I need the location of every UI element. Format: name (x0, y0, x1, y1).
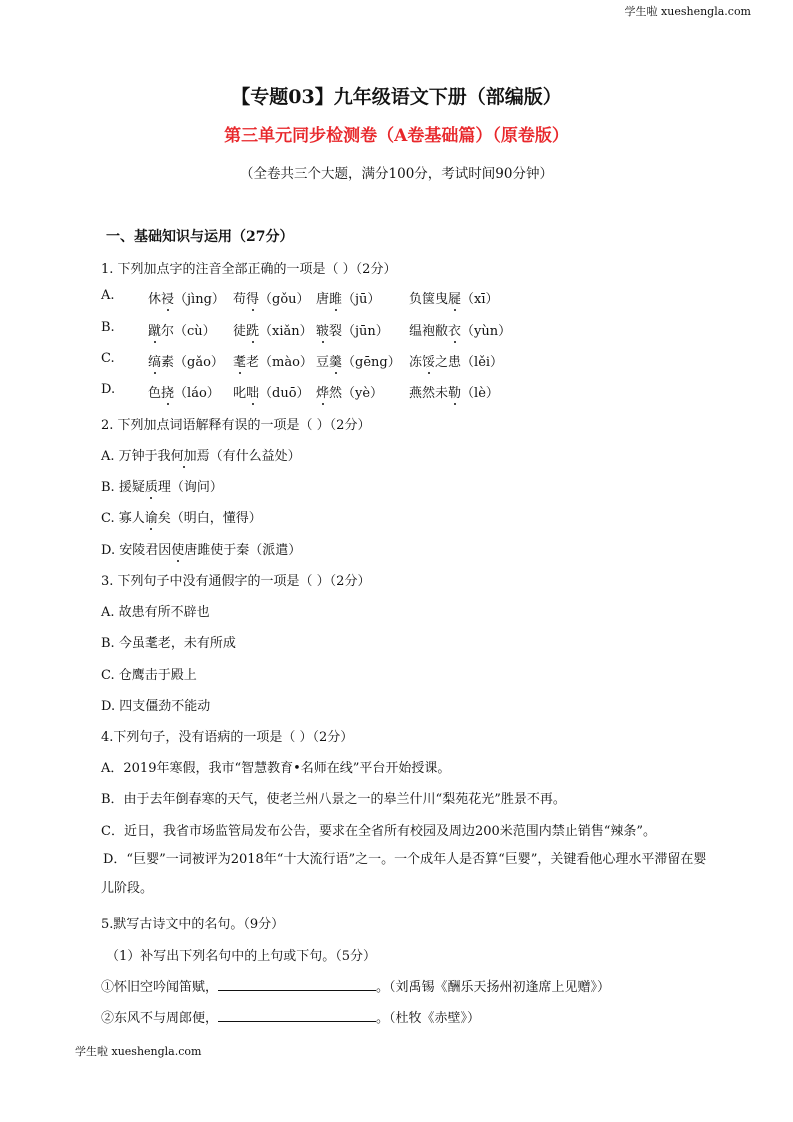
option-text: 理（询问） (157, 480, 223, 495)
item-text: 老（mào） (246, 355, 313, 370)
item-text: 徒 (233, 324, 247, 339)
question-2-stem: 2. 下列加点词语解释有误的一项是（ ）（2分） (101, 418, 371, 433)
question-1-option-item (316, 320, 389, 339)
question-1-option-item (409, 320, 511, 339)
item-text: （duō） (259, 386, 310, 401)
question-1-option-letter: C. (101, 351, 115, 366)
watermark-bottom: 学生啦 xueshengla.com (75, 1045, 202, 1058)
option-text: A. 万钟于我 (101, 449, 171, 464)
option-text: 矣（明白，懂得） (157, 511, 262, 526)
dotted-character: 衣 (448, 320, 461, 339)
answer-blank-1[interactable] (218, 990, 376, 991)
question-2-option (101, 539, 301, 558)
question-5-subpart: （1）补写出下列名句中的上句或下句。（5分） (106, 949, 377, 964)
item-text: （xī） (461, 292, 499, 307)
question-1-option-item (316, 288, 380, 307)
question-1-option-item (233, 382, 310, 401)
option-text: C. 寡人 (101, 511, 145, 526)
question-1-option-item (409, 382, 499, 401)
item-text: 缊袍敝 (409, 324, 449, 339)
fill-line-2-prefix: ②东风不与周郎便， (101, 1011, 219, 1026)
question-4-stem: 4.下列句子，没有语病的一项是（ ）（2分） (101, 730, 354, 745)
question-5-stem: 5.默写古诗文中的名句。（9分） (101, 917, 285, 932)
option-text: D. 安陵君因 (101, 543, 172, 558)
fill-line-1-suffix: 。（刘禹锡《酬乐天扬州初逢席上见赠》） (376, 980, 611, 995)
fill-line-1-prefix: ①怀旧空吟闻笛赋， (101, 980, 219, 995)
question-4-option-b: B．由于去年倒春寒的天气，使老兰州八景之一的皋兰什川“梨苑花光”胜景不再。 (101, 792, 566, 807)
item-text: （gǒu） (259, 292, 310, 307)
item-text: 尔（cù） (161, 324, 216, 339)
item-text: 然（yè） (329, 386, 384, 401)
dotted-character: 屣 (448, 288, 461, 307)
fill-line-2-suffix: 。（杜牧《赤壁》） (376, 1011, 481, 1026)
question-1-option-item (148, 382, 220, 401)
exam-note: （全卷共三个大题，满分100分，考试时间90分钟） (240, 166, 553, 182)
question-4-option-a: A．2019年寒假，我市“智慧教育•名师在线”平台开始授课。 (101, 761, 451, 776)
question-1-option-letter: B. (101, 320, 115, 335)
dotted-character: 羹 (329, 351, 342, 370)
dotted-character: 蹴 (148, 320, 161, 339)
dotted-character: 雎 (329, 288, 342, 307)
dotted-character: 得 (246, 288, 259, 307)
item-text: 之患（lěi） (435, 355, 504, 370)
question-1-option-item (148, 288, 225, 307)
item-text: 裂（jūn） (329, 324, 389, 339)
dotted-character: 馁 (422, 351, 435, 370)
page-subtitle: 第三单元同步检测卷（A卷基础篇）（原卷版） (224, 126, 569, 146)
watermark-top: 学生啦 xueshengla.com (624, 5, 751, 18)
question-1-option-item (233, 288, 310, 307)
page-title: 【专题03】九年级语文下册（部编版） (231, 86, 562, 108)
item-text: 苟 (233, 292, 247, 307)
question-3-option-b: B. 今虽耄老，未有所成 (101, 636, 236, 651)
item-text: 唐 (316, 292, 330, 307)
item-text: 色 (148, 386, 162, 401)
question-2-option (101, 476, 223, 495)
item-text: 素（gǎo） (161, 355, 224, 370)
dotted-character: 挠 (161, 382, 174, 401)
dotted-word: 质 (145, 476, 158, 495)
question-3-option-d: D. 四支僵劲不能动 (101, 699, 211, 714)
item-text: 休 (148, 292, 162, 307)
dotted-character: 缟 (148, 351, 161, 370)
dotted-character: 皲 (316, 320, 329, 339)
question-1-option-item (148, 351, 224, 370)
question-1-option-item (148, 320, 216, 339)
question-1-option-letter: D. (101, 382, 116, 397)
dotted-character: 勒 (448, 382, 461, 401)
question-3-stem: 3. 下列句子中没有通假字的一项是（ ）（2分） (101, 574, 371, 589)
dotted-character: 烨 (316, 382, 329, 401)
dotted-word: 谕 (145, 507, 158, 526)
question-1-option-item (316, 382, 383, 401)
question-1-option-item (233, 320, 313, 339)
item-text: （gēng） (342, 355, 401, 370)
fill-line-2 (101, 1007, 480, 1026)
dotted-character: 咄 (246, 382, 259, 401)
item-text: 叱 (233, 386, 247, 401)
item-text: （láo） (174, 386, 220, 401)
dotted-character: 跣 (246, 320, 259, 339)
question-4-option-c: C．近日，我省市场监管局发布公告，要求在全省所有校园及周边200米范围内禁止销售“辣条”。 (101, 824, 657, 839)
question-2-option (101, 445, 301, 464)
fill-line-1 (101, 976, 610, 995)
option-text: B. 援疑 (101, 480, 145, 495)
question-1-option-item (233, 351, 313, 370)
item-text: （jìng） (174, 292, 225, 307)
question-4-option-d: D．“巨婴”一词被评为2018年“十大流行语”之一。一个成年人是否算“巨婴”，关键看他心理水平滞留在婴儿阶段。 (101, 852, 707, 896)
option-text: 焉（有什么益处） (196, 449, 301, 464)
item-text: 负箧曳 (409, 292, 449, 307)
dotted-character: 祲 (161, 288, 174, 307)
dotted-word: 何加 (171, 445, 197, 464)
question-3-option-a: A. 故患有所不辟也 (101, 605, 210, 620)
question-1-option-item (316, 351, 401, 370)
question-2-option (101, 507, 262, 526)
item-text: （yùn） (461, 324, 512, 339)
option-text: 唐雎使于秦（派遣） (184, 543, 302, 558)
section-heading: 一、基础知识与运用（27分） (106, 229, 294, 245)
item-text: （xiǎn） (259, 324, 313, 339)
item-text: （lè） (461, 386, 499, 401)
item-text: 豆 (316, 355, 330, 370)
question-1-option-item (409, 288, 499, 307)
dotted-word: 使 (171, 539, 184, 558)
answer-blank-2[interactable] (218, 1021, 376, 1022)
dotted-character: 耄 (233, 351, 246, 370)
question-1-option-item (409, 351, 503, 370)
question-3-option-c: C. 仓鹰击于殿上 (101, 668, 197, 683)
item-text: 燕然未 (409, 386, 449, 401)
question-1-stem: 1. 下列加点字的注音全部正确的一项是（ ）（2分） (101, 262, 397, 277)
item-text: 冻 (409, 355, 423, 370)
question-1-option-letter: A. (101, 288, 115, 303)
item-text: （jū） (342, 292, 381, 307)
